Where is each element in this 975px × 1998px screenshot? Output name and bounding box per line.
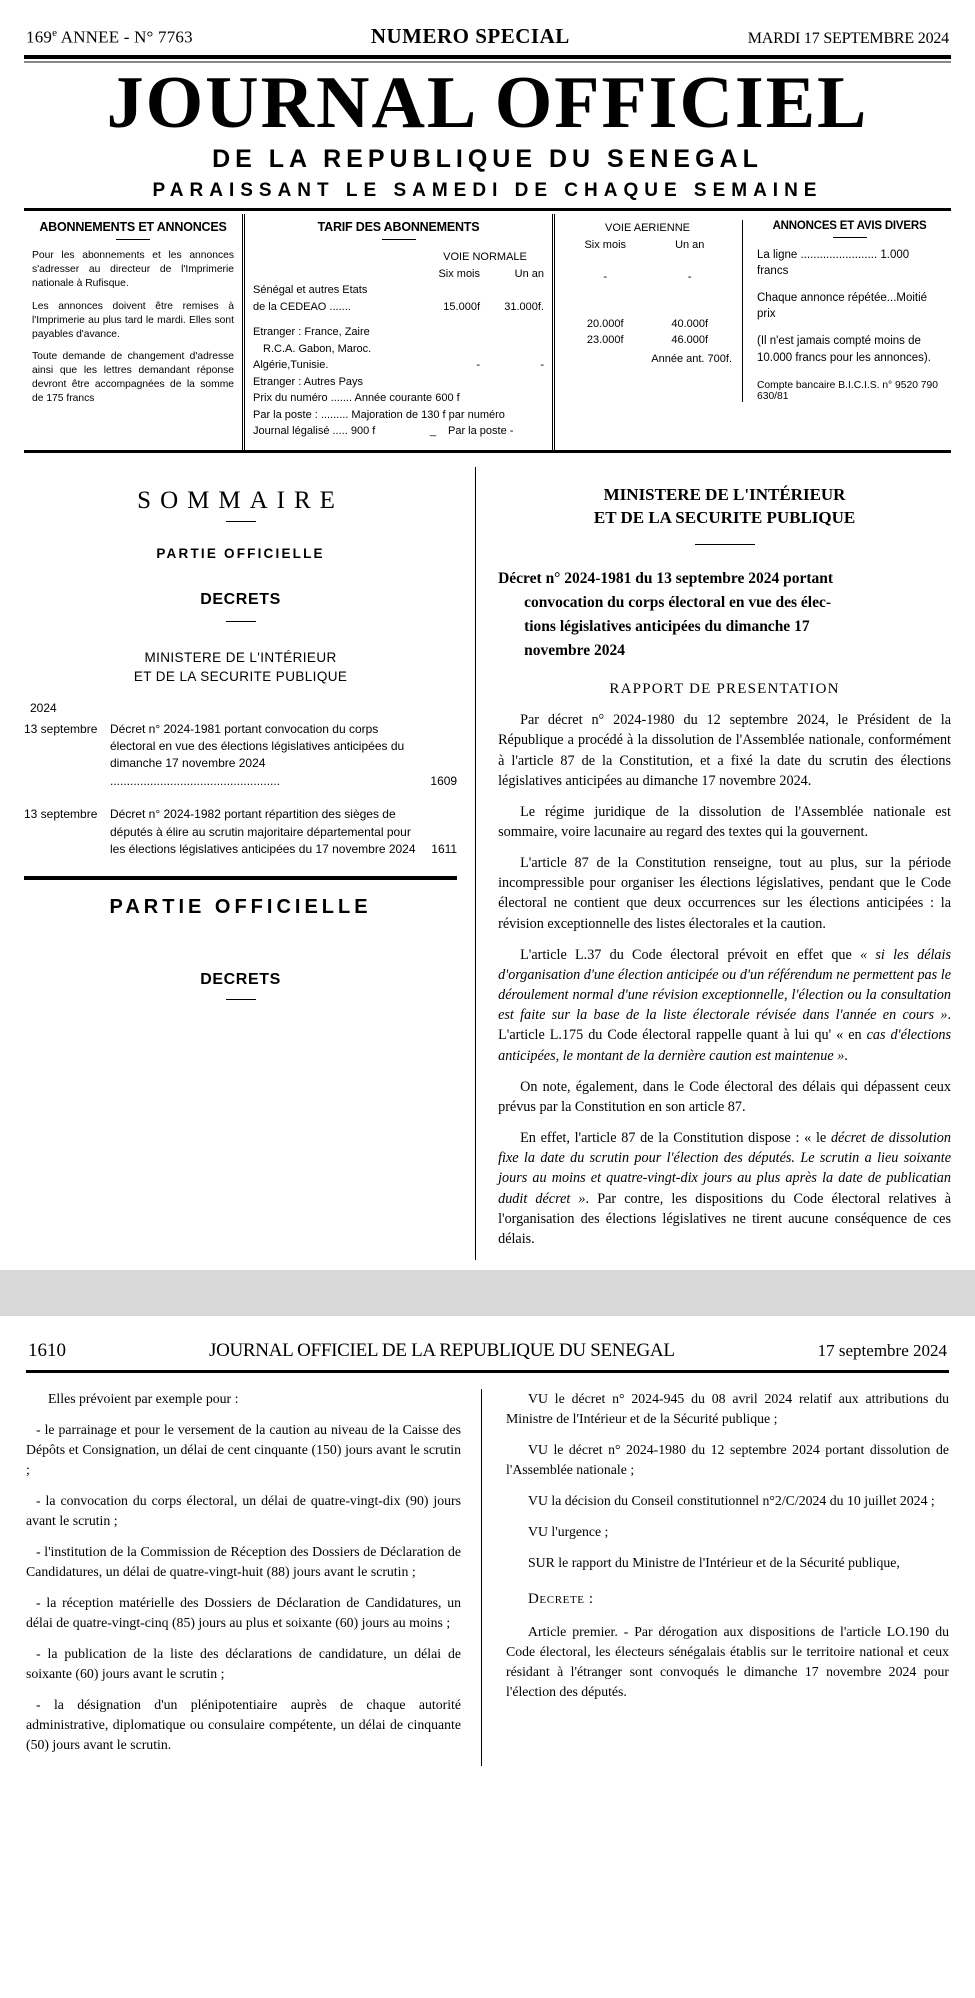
tariff-par-poste: Par la poste : ......... Majoration de 130 f par numéro bbox=[253, 408, 505, 421]
tariff-row-etranger1-label: Etranger : France, Zaire bbox=[253, 326, 370, 339]
decrets-rule-2 bbox=[226, 999, 256, 1000]
voie-normale-label: VOIE NORMALE bbox=[443, 251, 527, 264]
issue-year: 169 bbox=[26, 28, 53, 47]
page2-list-item: - la réception matérielle des Dossiers de Déclaration de Candidatures, un délai de quatre-vingt-cinq (85) jours au plus et soixante (60) jours au moins ; bbox=[26, 1594, 461, 1630]
special-issue-label: NUMERO SPECIAL bbox=[370, 24, 570, 48]
page2-article-premier: Article premier. - Par dérogation aux dispositions de l'article LO.190 du Code électoral, les électeurs sénégalais établis sur le territoire national et ceux résidant à l'étranger sont convoqués le dimanche 17 novembre 2024 pour l'élection des députés. bbox=[506, 1623, 949, 1699]
subscriptions-paragraph-2: Les annonces doivent être remises à l'Imprimerie au plus tard le mardi. Elles sont payables d'avance. bbox=[32, 300, 234, 340]
decree-column bbox=[475, 467, 951, 1260]
masthead-info-box bbox=[24, 214, 951, 453]
aerienne-autres-six: 23.000f bbox=[586, 334, 624, 347]
annonce-line-price: La ligne ........................ 1.000 francs bbox=[757, 249, 910, 278]
masthead-title: JOURNAL OFFICIEL bbox=[106, 62, 869, 144]
decrete-label: Decrete : bbox=[528, 1590, 594, 1607]
page1-two-column-body bbox=[24, 467, 951, 1260]
toc-entry[interactable] bbox=[24, 806, 457, 858]
page2-head-rule bbox=[26, 1370, 949, 1373]
decree-paragraph: On note, également, dans le Code électoral des délais qui dépassent ceux prévus par la Constitution en son article 87. bbox=[498, 1078, 951, 1115]
tariff-row-algerie bbox=[253, 357, 544, 374]
sommaire-rule bbox=[226, 521, 256, 522]
page2-two-column-body bbox=[26, 1389, 949, 1766]
l37-quote: « si les délais d'organisation d'une élection anticipée ou d'un référendum ne permettent pas le déroulement normal d'une révision exceptionnelle, l'élection ou la consultation est faite sur la base de la liste électorale révisée dans l'année en cours » bbox=[498, 946, 951, 1024]
toc-entry-page: 1611 bbox=[431, 842, 458, 857]
annonce-minimum-note: (Il n'est jamais compté moins de 10.000 francs pour les annonces). bbox=[757, 335, 931, 364]
masthead-subtitle: DE LA REPUBLIQUE DU SENEGAL bbox=[212, 145, 763, 174]
page2-vu-paragraph: VU la décision du Conseil constitutionnel n°2/C/2024 du 10 juillet 2024 ; bbox=[528, 1492, 935, 1508]
partie-officielle-big-heading: PARTIE OFFICIELLE bbox=[109, 896, 372, 919]
subscriptions-paragraph-1: Pour les abonnements et les annonces s'adresser au directeur de l'Imprimerie nationale à Rufisque. bbox=[32, 250, 234, 289]
decree-title-line1: Décret n° 2024-1981 du 13 septembre 2024 portant bbox=[498, 570, 834, 588]
annonces-title-rule bbox=[833, 237, 867, 238]
toc-entry-date: 13 septembre bbox=[24, 807, 98, 822]
publication-frequency: PARAISSANT LE SAMEDI DE CHAQUE SEMAINE bbox=[152, 180, 823, 202]
toc-entry[interactable] bbox=[24, 721, 457, 791]
annonces-block bbox=[743, 220, 942, 402]
bank-account-line: Compte bancaire B.I.C.I.S. n° 9520 790 630/81 bbox=[757, 379, 938, 402]
l175-quote: cas d'élections anticipées, le montant de la dernière caution est maintenue » bbox=[498, 1027, 951, 1064]
decree-paragraph: Par décret n° 2024-1980 du 12 septembre 2024, le Président de la République a procédé à la dissolution de l'Assemblée nationale, conformément à l'article 87 de la Constitution, et a fixé la date du scrutin des élections législatives anticipées au dimanche 17 novembre 2024. bbox=[498, 712, 951, 789]
tariff-legalise-dash: _ bbox=[429, 425, 437, 438]
toc-entry-text: Décret n° 2024-1981 portant convocation du corps électoral en vue des élections législatives anticipées du dimanche 17 novembre 2024 ................................................... bbox=[110, 721, 405, 788]
page2-running-head bbox=[16, 1332, 959, 1368]
decree-title-line4: novembre 2024 bbox=[524, 642, 625, 660]
aerienne-cedeao-an: - bbox=[687, 271, 692, 284]
toc-entry-text: Décret n° 2024-1982 portant répartition des sièges de députés à élire au scrutin majoritaire départemental pour les élections législatives anticipées du 17 novembre 2024 bbox=[110, 807, 416, 857]
voie-aerienne-label: VOIE AERIENNE bbox=[605, 222, 690, 235]
decree-paragraph-article-87 bbox=[498, 1128, 951, 1249]
issue-year-ordinal: e bbox=[52, 27, 58, 40]
decree-ministere-rule bbox=[695, 544, 755, 545]
sommaire-heading: SOMMAIRE bbox=[137, 486, 344, 514]
page2-vu-paragraph: VU le décret n° 2024-1980 du 12 septembre 2024 portant dissolution de l'Assemblée nationale ; bbox=[506, 1441, 949, 1477]
tariff-head-voie bbox=[253, 249, 544, 266]
tariff-row-etranger1-label2: R.C.A. Gabon, Maroc. bbox=[263, 342, 372, 355]
prix-numero-annee-ant: Année ant. 700f. bbox=[651, 352, 732, 365]
aerienne-cedeao-six: - bbox=[603, 271, 608, 284]
tariff-aerienne-block bbox=[563, 220, 743, 402]
subscriptions-title: ABONNEMENTS ET ANNONCES bbox=[39, 220, 227, 235]
annonce-repeat-price: Chaque annonce répétée...Moitié prix bbox=[757, 292, 928, 321]
aerienne-period-row bbox=[563, 237, 732, 254]
tariff-row-cedeao-label2: de la CEDEAO ....... bbox=[253, 300, 351, 313]
page2-list-item: - l'institution de la Commission de Réception des Dossiers de Déclaration de Candidatures, un délai de quatre-vingt-huit (88) jours avant le scrutin ; bbox=[26, 1543, 461, 1579]
aerienne-autres-row bbox=[563, 332, 732, 349]
decree-paragraph: L'article 87 de la Constitution renseigne, tout au plus, sur la période incompressible pour organiser les élections législatives, pendant que le Code électoral ne contient que deux occurrences sur les élections anticipées : la révision exceptionnelle des listes électorales et la caution. bbox=[498, 855, 951, 932]
art87-pre: En effet, l'article 87 de la Constitution dispose : « le bbox=[520, 1130, 831, 1147]
aerienne-algerie-six: 20.000f bbox=[586, 317, 624, 330]
sommaire-ministere-line2: ET DE LA SECURITE PUBLIQUE bbox=[133, 669, 348, 685]
un-an-aerienne: Un an bbox=[675, 238, 705, 251]
page2-sur-paragraph: SUR le rapport du Ministre de l'Intérieur et de la Sécurité publique, bbox=[528, 1554, 900, 1570]
subscriptions-paragraph-3: Toute demande de changement d'adresse ainsi que les lettres demandant réponse devront être accompagnées de la somme de 175 francs bbox=[32, 351, 234, 405]
sommaire-year: 2024 bbox=[30, 700, 57, 715]
decree-ministere-line1: MINISTERE DE L'INTÉRIEUR bbox=[603, 484, 846, 504]
page2-list-item: - la convocation du corps électoral, un délai de quatre-vingt-dix (90) jours avant le scrutin ; bbox=[26, 1492, 461, 1528]
header-rule-thick bbox=[24, 55, 951, 59]
issue-number: ANNEE - N° 7763 bbox=[57, 28, 193, 47]
tariff-legalise-poste: Par la poste - bbox=[448, 425, 514, 438]
art87-post: . Par contre, les dispositions du Code électoral relatives à l'organisation des élections législatives ne tirent aucune conséquence de ces délais. bbox=[498, 1190, 951, 1247]
decree-title bbox=[498, 567, 951, 663]
page1-topline bbox=[16, 18, 959, 51]
tariff-row-etranger2-label: Etranger : Autres Pays bbox=[253, 375, 364, 388]
page2-paragraph: Elles prévoient par exemple pour : bbox=[48, 1390, 239, 1406]
decree-title-line2: convocation du corps électoral en vue des élec- bbox=[524, 594, 832, 612]
decree-ministere bbox=[498, 483, 951, 531]
tariff-column bbox=[242, 214, 552, 450]
page2-number: 1610 bbox=[28, 1339, 66, 1361]
subscriptions-title-rule bbox=[116, 239, 150, 240]
tariff-cedeao-an: 31.000f. bbox=[504, 300, 544, 313]
sommaire-ministere-line1: MINISTERE DE L'INTÉRIEUR bbox=[144, 649, 337, 665]
annonces-title: ANNONCES ET AVIS DIVERS bbox=[772, 220, 927, 233]
tariff-prix-numero: Prix du numéro ....... Année courante 600 f bbox=[253, 392, 460, 405]
sommaire-ministere bbox=[24, 648, 457, 687]
page2-right-column bbox=[481, 1389, 949, 1766]
tariff-algerie-an: - bbox=[540, 359, 544, 372]
tariff-row-cedeao-label: Sénégal et autres Etats bbox=[253, 284, 368, 297]
rapport-heading: RAPPORT DE PRESENTATION bbox=[609, 681, 840, 698]
page2-date: 17 septembre 2024 bbox=[817, 1340, 947, 1360]
decree-ministere-line2: ET DE LA SECURITE PUBLIQUE bbox=[593, 508, 856, 528]
tariff-journal-legalise-row bbox=[253, 423, 544, 440]
decree-paragraph-article-l37 bbox=[498, 945, 951, 1066]
subscriptions-column bbox=[24, 214, 242, 450]
six-mois-normale: Six mois bbox=[438, 267, 480, 280]
tariff-cedeao-six: 15.000f bbox=[443, 300, 480, 313]
aerienne-algerie-row bbox=[563, 316, 732, 333]
l37-pre: L'article L.37 du Code électoral prévoit en effet que bbox=[520, 946, 861, 963]
decree-title-line3: tions législatives anticipées du dimanche 17 bbox=[524, 618, 810, 636]
page2-list-item: - la publication de la liste des déclarations de candidature, un délai de soixante (60) jours avant le scrutin ; bbox=[26, 1645, 461, 1681]
annonces-column bbox=[552, 214, 950, 450]
un-an-normale: Un an bbox=[514, 267, 544, 280]
page2-left-column bbox=[26, 1389, 481, 1766]
art87-quote: décret de dissolution fixe la date du scrutin pour l'élection des députés. Le scrutin a lieu soixante jours au moins et quatre-vingt-dix jours au plus après la date de publicatian dudit décret » bbox=[498, 1130, 951, 1207]
tariff-head-periods bbox=[253, 266, 544, 283]
l37-end: . bbox=[844, 1047, 848, 1064]
aerienne-algerie-an: 40.000f bbox=[671, 317, 709, 330]
tariff-algerie-six: - bbox=[476, 359, 480, 372]
page2-list-item: - le parrainage et pour le versement de la caution au niveau de la Caisse des Dépôts et Consignation, un délai de cent cinquante (150) jours avant le scrutin ; bbox=[26, 1421, 461, 1477]
sommaire-bottom-rule bbox=[24, 876, 457, 880]
decrets-rule bbox=[226, 621, 256, 622]
page-2 bbox=[0, 1316, 975, 1766]
infobox-top-rule bbox=[24, 208, 951, 211]
aerienne-cedeao-row bbox=[563, 269, 732, 286]
toc-entry-date: 13 septembre bbox=[24, 721, 98, 736]
tariff-row-cedeao bbox=[253, 299, 544, 316]
page2-journal-title: JOURNAL OFFICIEL DE LA REPUBLIQUE DU SENEGAL bbox=[208, 1339, 675, 1361]
issue-year-number bbox=[26, 27, 193, 48]
page2-vu-paragraph: VU l'urgence ; bbox=[528, 1523, 609, 1539]
tariff-title-rule bbox=[382, 239, 416, 240]
six-mois-aerienne: Six mois bbox=[584, 238, 627, 251]
page2-vu-paragraph: VU le décret n° 2024-945 du 08 avril 2024 relatif aux attributions du Ministre de l'Intérieur et de la Sécurité publique ; bbox=[506, 1390, 949, 1426]
page2-list-item: - la désignation d'un plénipotentiaire auprès de chaque autorité administrative, diplomatique ou consulaire compétente, un délai de cinquante (50) jours avant le scrutin. bbox=[26, 1696, 461, 1752]
decree-paragraph: Le régime juridique de la dissolution de l'Assemblée nationale est sommaire, voire lacunaire au regard des textes qui la gouvernent. bbox=[498, 803, 951, 841]
partie-officielle-heading: PARTIE OFFICIELLE bbox=[156, 545, 325, 561]
tariff-journal-legalise: Journal légalisé ..... 900 f bbox=[253, 425, 376, 438]
toc-entry-page: 1609 bbox=[430, 773, 458, 788]
decrets-heading-2: DECRETS bbox=[200, 971, 281, 989]
page-separator bbox=[0, 1270, 975, 1316]
decrets-heading: DECRETS bbox=[200, 590, 281, 608]
l37-mid: . L'article L.175 du Code électoral rappelle quant à lui qu' « en bbox=[498, 1007, 951, 1044]
issue-date: MARDI 17 SEPTEMBRE 2024 bbox=[747, 30, 949, 47]
tariff-title: TARIF DES ABONNEMENTS bbox=[317, 220, 480, 235]
tariff-table bbox=[253, 249, 544, 440]
aerienne-autres-an: 46.000f bbox=[671, 334, 709, 347]
tariff-row-algerie-label: Algérie,Tunisie. bbox=[253, 359, 329, 372]
sommaire-column bbox=[24, 467, 475, 1260]
